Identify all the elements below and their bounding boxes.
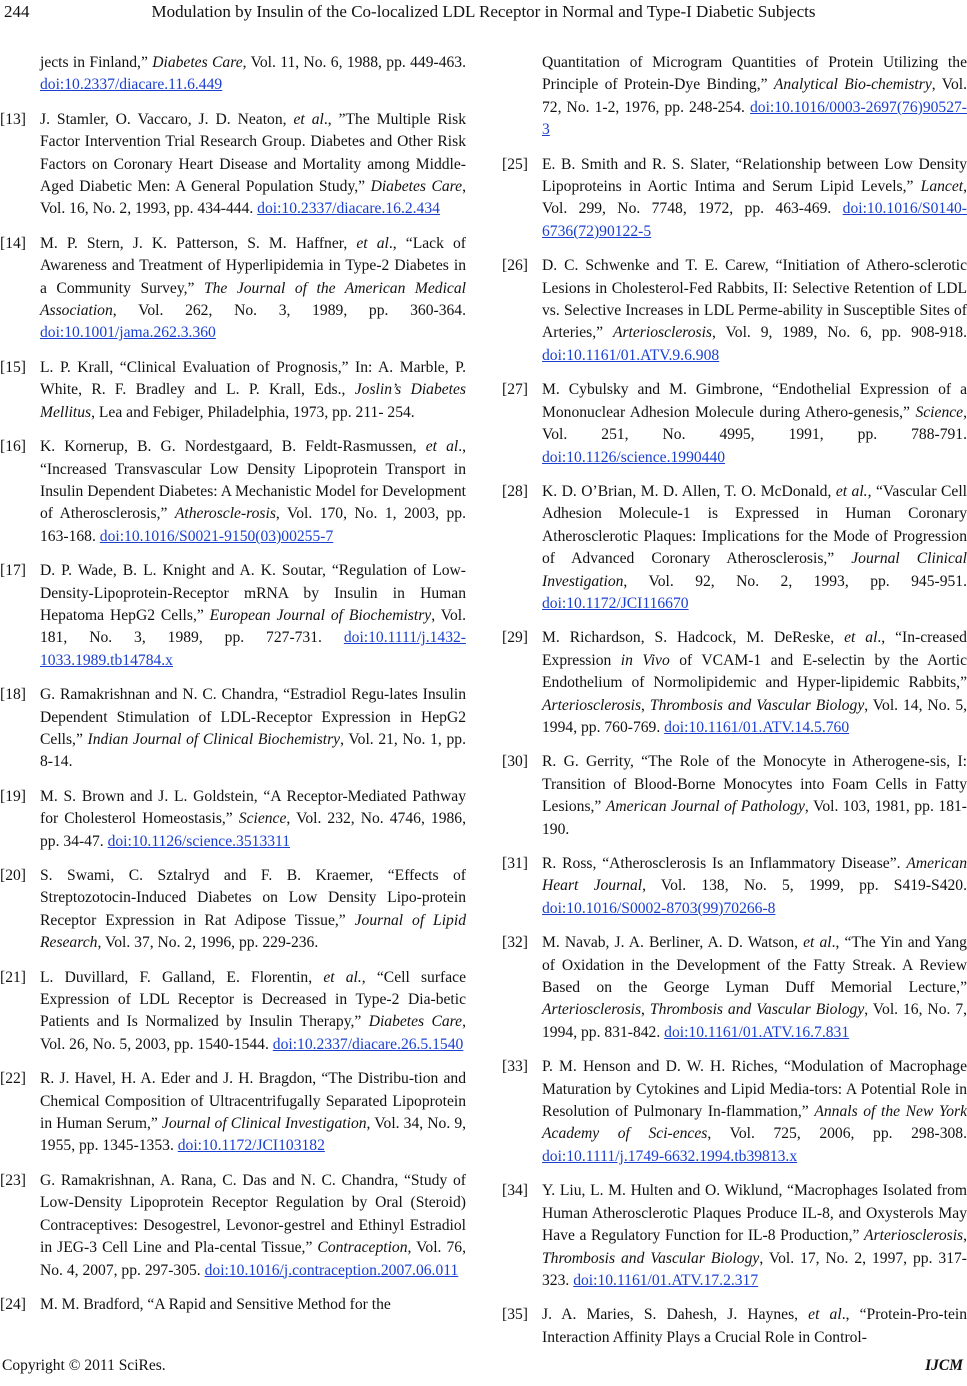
reference-source-title: Diabetes Care bbox=[152, 54, 243, 71]
reference-text-segment: , Vol. 232, No. 4746, 1986, pp. 34-47. bbox=[40, 810, 466, 850]
reference-text-segment: , Vol. 34, No. 9, 1955, pp. 1345-1353. bbox=[40, 1115, 467, 1155]
reference-source-title: et al bbox=[356, 234, 389, 252]
reference-source-title: et al bbox=[808, 1306, 842, 1324]
reference-source-title: Science bbox=[915, 403, 964, 421]
reference-entry bbox=[0, 967, 466, 1057]
reference-text bbox=[0, 52, 466, 97]
reference-text bbox=[40, 436, 466, 548]
reference-number: [16] bbox=[0, 438, 26, 456]
reference-source-title: Analytical Bio-chemistry bbox=[773, 76, 932, 94]
reference-text-segment: R. G. Gerrity, “The Role of the Monocyte in Atherogene-sis, I: Transition of Blood-Borne Monocytes into Foam Cells in Fatty Lesions,” bbox=[542, 753, 967, 816]
reference-text-segment: K. D. O’Brian, M. D. Allen, T. O. McDonald, bbox=[542, 482, 836, 500]
reference-source-title: Annals of the New York Academy of Sci-ences bbox=[542, 1103, 967, 1143]
reference-text-segment: M. Navab, J. A. Berliner, A. D. Watson, bbox=[542, 934, 804, 952]
reference-text-segment: M. S. Brown and J. L. Goldstein, “A Receptor-Mediated Pathway for Cholesterol Homeostasis,” bbox=[40, 787, 466, 828]
reference-text bbox=[542, 255, 967, 367]
reference-text-segment: jects in Finland,” bbox=[40, 54, 153, 71]
reference-text-segment: J. A. Maries, S. Dahesh, J. Haynes, bbox=[542, 1306, 809, 1324]
doi-link[interactable]: doi:10.1126/science.3513311 bbox=[107, 832, 291, 850]
reference-text-segment: , Vol. 251, No. 4995, 1991, pp. 788-791. bbox=[542, 403, 967, 444]
reference-source-title: in Vivo bbox=[620, 651, 670, 669]
reference-text-segment: ., “Protein-Pro-tein Interaction Affinity Plays a Crucial Role in Control- bbox=[542, 1306, 967, 1346]
reference-text-segment: , Vol. 9, 1989, No. 6, pp. 908-918. bbox=[712, 324, 967, 342]
reference-text bbox=[40, 1294, 466, 1316]
reference-text-segment: M. Cybulsky and M. Gimbrone, “Endothelial Expression of a Mononuclear Adhesion Molecule during Athero-genesis,” bbox=[542, 381, 967, 421]
reference-text bbox=[40, 786, 466, 853]
reference-number: [30] bbox=[502, 753, 528, 771]
reference-continuation bbox=[502, 52, 967, 142]
reference-text-segment: M. Richardson, S. Hadcock, M. DeReske, bbox=[542, 629, 845, 647]
reference-text bbox=[542, 932, 967, 1044]
reference-source-title: Thrombosis and Vascular Biology bbox=[649, 696, 865, 714]
reference-source-title: Arteriosclerosis bbox=[864, 1227, 964, 1245]
reference-text-segment: ., ”The Multiple Risk Factor Intervention Trial Research Group. Diabetes and Other Risk Factors on Coronary Heart Disease and Mortality among Middle-Aged Diabetic Men: A General Population Study,” bbox=[40, 110, 466, 196]
reference-number: [33] bbox=[502, 1058, 528, 1076]
reference-number: [14] bbox=[0, 234, 26, 252]
reference-text-segment: Quantitation of Microgram Quantities of Protein Utilizing the Principle of Protein-Dye Binding,” bbox=[542, 54, 967, 94]
reference-text-segment: , Vol. 262, No. 3, 1989, pp. 360-364. bbox=[112, 302, 466, 320]
doi-link[interactable]: doi:10.1161/01.ATV.16.7.831 bbox=[664, 1023, 850, 1041]
reference-text bbox=[40, 233, 466, 345]
reference-source-title: American Journal of Pathology bbox=[605, 798, 805, 816]
reference-source-title: Indian Journal of Clinical Biochemistry bbox=[87, 730, 341, 748]
reference-number: [18] bbox=[0, 686, 26, 704]
reference-source-title: Lancet bbox=[920, 178, 964, 196]
reference-source-title: et al bbox=[844, 629, 878, 647]
reference-entry bbox=[0, 357, 466, 424]
reference-number: [23] bbox=[0, 1171, 26, 1189]
reference-number: [32] bbox=[502, 934, 528, 952]
reference-text-segment: R. Ross, “Atherosclerosis Is an Inflammatory Disease”. bbox=[542, 855, 907, 872]
reference-text bbox=[502, 52, 967, 142]
reference-entry bbox=[0, 233, 466, 345]
reference-entry bbox=[502, 751, 967, 841]
reference-source-title: Journal of Clinical Investigation bbox=[161, 1115, 367, 1133]
reference-entry bbox=[0, 786, 466, 853]
reference-text-segment: L. Duvillard, F. Galland, E. Florentin, bbox=[40, 968, 324, 986]
reference-text-segment: D. P. Wade, B. L. Knight and A. K. Soutar, “Regulation of Low-Density-Lipoprotein-Receptor mRNA by Insulin in Human Hepatoma HepG2 Cells,” bbox=[40, 562, 466, 624]
reference-source-title: et al. bbox=[835, 482, 868, 500]
reference-text-segment: , Vol. 92, No. 2, 1993, pp. 945-951. bbox=[623, 572, 967, 590]
reference-source-title: Journal of Lipid Research bbox=[40, 911, 466, 952]
reference-number: [21] bbox=[0, 968, 26, 986]
doi-link[interactable]: doi:10.1016/0003-2697(76)90527-3 bbox=[542, 98, 967, 139]
reference-source-title: Atheroscle-rosis bbox=[174, 505, 276, 523]
reference-entry bbox=[0, 109, 466, 221]
reference-text-segment: , Vol. 37, No. 2, 1996, pp. 229-236. bbox=[97, 934, 319, 952]
reference-source-title: Science bbox=[238, 810, 287, 828]
reference-entry bbox=[0, 1170, 466, 1282]
reference-number: [22] bbox=[0, 1070, 26, 1088]
page-number: 244 bbox=[4, 2, 30, 21]
reference-text-segment: J. Stamler, O. Vaccaro, J. D. Neaton, bbox=[40, 110, 294, 128]
reference-number: [28] bbox=[502, 482, 528, 500]
reference-entry bbox=[502, 1056, 967, 1168]
reference-text-segment: , Lea and Febiger, Philadelphia, 1973, pp. 211- 254. bbox=[91, 403, 415, 421]
reference-text bbox=[40, 109, 466, 221]
reference-text-segment: of VCAM-1 and E-selectin by the Aortic Endothelium of Normolipidemic and Hyper-lipidemic Rabbits,” bbox=[542, 651, 967, 692]
reference-source-title: American Heart Journal bbox=[542, 855, 967, 895]
reference-text-segment: Y. Liu, L. M. Hulten and O. Wiklund, “Macrophages Isolated from Human Atherosclerotic Plaques Produce IL-8, and Oxysterols May Have a Regulatory Function for IL-8 Production,” bbox=[542, 1182, 967, 1245]
reference-text bbox=[40, 560, 466, 672]
reference-text bbox=[542, 1056, 967, 1168]
journal-abbreviation: IJCM bbox=[925, 1357, 963, 1374]
reference-text-segment: , Vol. 14, No. 5, 1994, pp. 760-769. bbox=[542, 696, 967, 736]
reference-text-segment: ., “The Yin and Yang of Oxidation in the Development of the Fatty Streak. A Review Based on the George Lyman Duff Memorial Lecture,” bbox=[542, 934, 967, 997]
doi-link[interactable]: doi:10.1172/JCI116670 bbox=[542, 594, 689, 612]
reference-text-segment: , Vol. 11, No. 6, 1988, pp. 449-463. bbox=[242, 54, 466, 71]
reference-text-segment: ., “Lack of Awareness and Treatment of Hyperlipidemia in Type-2 Diabetes in a Community Survey,” bbox=[40, 234, 467, 297]
doi-link[interactable]: doi:10.1016/S0140-6736(72)90122-5 bbox=[542, 200, 967, 240]
reference-text-segment: G. Ramakrishnan and N. C. Chandra, “Estradiol Regu-lates Insulin Dependent Stimulation of LDL-Receptor Expression in HepG2 Cells,” bbox=[40, 686, 466, 748]
reference-text bbox=[542, 154, 967, 244]
reference-number: [29] bbox=[502, 629, 528, 647]
reference-source-title: Diabetes Care bbox=[368, 1013, 463, 1031]
reference-text-segment: , Vol. 103, 1981, pp. 181-190. bbox=[542, 798, 967, 838]
reference-source-title: Diabetes Care bbox=[370, 178, 463, 196]
reference-source-title: Thrombosis and Vascular Biology bbox=[542, 1249, 760, 1267]
reference-entry bbox=[0, 865, 466, 955]
reference-number: [26] bbox=[502, 257, 528, 275]
reference-number: [25] bbox=[502, 155, 528, 173]
reference-text bbox=[40, 684, 466, 774]
reference-text-segment: S. Swami, C. Sztalryd and F. B. Kraemer, “Effects of Streptozotocin-Induced Diabetes on Low Density Lipo-protein Receptor Expression in Rat Adipose Tissue,” bbox=[40, 867, 466, 929]
reference-source-title: European Journal of Biochemistry bbox=[209, 606, 432, 624]
reference-text bbox=[40, 1068, 466, 1158]
reference-text-segment: , Vol. 72, No. 1-2, 1976, pp. 248-254. bbox=[542, 76, 967, 116]
reference-number: [19] bbox=[0, 787, 26, 805]
reference-text-segment: G. Ramakrishnan, A. Rana, C. Das and N. C. Chandra, “Study of Low-Density Lipoprotein Receptor Regulation by Oral (Steroid) Contraceptives: Desogestrel, Levonor-gestrel and Ethinyl Estradiol in JEG-3 Cell Line and Pla-cental Tissue,” bbox=[40, 1171, 466, 1257]
reference-source-title: Journal Clinical Investigation bbox=[542, 550, 967, 590]
reference-column-right bbox=[502, 52, 967, 1349]
doi-link[interactable]: doi:10.1016/S0021-9150(03)00255-7 bbox=[99, 527, 334, 545]
reference-entry bbox=[0, 1294, 466, 1316]
reference-source-title: et al bbox=[293, 110, 324, 128]
doi-link[interactable]: doi:10.1172/JCI103182 bbox=[177, 1137, 325, 1155]
reference-text bbox=[542, 481, 967, 615]
reference-number: [27] bbox=[502, 381, 528, 399]
reference-number: [13] bbox=[0, 110, 26, 128]
reference-source-title: Arteriosclerosis bbox=[542, 1001, 642, 1019]
reference-text-segment: , Vol. 299, No. 7748, 1972, pp. 463-469. bbox=[542, 178, 967, 218]
reference-number: [15] bbox=[0, 358, 26, 376]
reference-source-title: Thrombosis and Vascular Biology bbox=[649, 1001, 865, 1019]
reference-text-segment: , Vol. 181, No. 3, 1989, pp. 727-731. bbox=[40, 606, 466, 647]
reference-text-segment: L. P. Krall, “Clinical Evaluation of Prognosis,” In: A. Marble, P. White, R. F. Bradley and L. P. Krall, Eds., bbox=[40, 358, 466, 399]
reference-source-title: et al bbox=[425, 438, 459, 456]
doi-link[interactable]: doi:10.2337/diacare.16.2.434 bbox=[257, 200, 440, 218]
reference-text bbox=[40, 865, 466, 955]
reference-text bbox=[40, 357, 466, 424]
reference-entry bbox=[502, 154, 967, 244]
reference-entry bbox=[502, 255, 967, 367]
reference-entry bbox=[502, 481, 967, 615]
reference-text-segment: D. C. Schwenke and T. E. Carew, “Initiation of Athero-sclerotic Lesions in Cholesterol-Fed Rabbits, II: Selective Retention of LDL vs. Selective Increases in LDL Perme-ability in Susceptible Sites of Arteries,” bbox=[542, 257, 967, 342]
reference-text-segment: , Vol. 16, No. 7, 1994, pp. 831-842. bbox=[542, 1001, 967, 1041]
copyright-notice: Copyright © 2011 SciRes. bbox=[2, 1357, 166, 1374]
reference-number: [31] bbox=[502, 855, 528, 872]
reference-text-segment: , Vol. 138, No. 5, 1999, pp. S419-S420. bbox=[642, 877, 967, 895]
reference-text-segment: , “Vascular Cell Adhesion Molecule-1 is Expressed in Human Coronary Atherosclerotic Plaques: Implications for the Mode of Progression of Advanced Coronary Atherosclerosis,” bbox=[542, 482, 967, 568]
reference-text bbox=[542, 853, 967, 920]
reference-text-segment: , “Cell surface Expression of LDL Receptor is Decreased in Type-2 Dia-betic Patients and Is Normalized by Insulin Therapy,” bbox=[40, 968, 466, 1031]
reference-text bbox=[40, 967, 466, 1057]
reference-continuation bbox=[0, 52, 466, 97]
reference-text-segment: K. Kornerup, B. G. Nordestgaard, B. Feldt-Rasmussen, bbox=[40, 438, 426, 456]
reference-text-segment: M. M. Bradford, “A Rapid and Sensitive Method for the bbox=[40, 1295, 391, 1313]
reference-source-title: Joslin’s Diabetes Mellitus bbox=[40, 381, 466, 421]
reference-number: [20] bbox=[0, 867, 26, 884]
reference-text-segment: M. P. Stern, J. K. Patterson, S. M. Haffner, bbox=[40, 234, 357, 252]
reference-text bbox=[542, 1180, 967, 1292]
doi-link[interactable]: doi:10.1161/01.ATV.17.2.317 bbox=[573, 1271, 759, 1289]
reference-entry bbox=[502, 1180, 967, 1292]
reference-text-segment: , Vol. 16, No. 2, 1993, pp. 434-444. bbox=[40, 178, 466, 218]
reference-text-segment: , Vol. 17, No. 2, 1997, pp. 317-323. bbox=[542, 1249, 967, 1289]
reference-text-segment: , Vol. 21, No. 1, pp. 8-14. bbox=[40, 730, 466, 771]
reference-text-segment: P. M. Henson and D. W. H. Riches, “Modulation of Macrophage Maturation by Cytokines and Lipid Media-tors: A Potential Role in Resolution of Pulmonary In-flammation,” bbox=[542, 1058, 967, 1121]
reference-text-segment: ., “In-creased Expression bbox=[542, 629, 967, 669]
reference-text bbox=[542, 1304, 967, 1349]
reference-number: [24] bbox=[0, 1295, 26, 1313]
reference-entry bbox=[502, 627, 967, 739]
reference-text-segment: , bbox=[963, 1227, 967, 1245]
reference-number: [35] bbox=[502, 1306, 528, 1324]
reference-text-segment: , bbox=[641, 1001, 650, 1019]
reference-text-segment: , Vol. 725, 2006, pp. 298-308. bbox=[707, 1125, 967, 1143]
reference-entry bbox=[502, 379, 967, 469]
reference-entry bbox=[502, 1304, 967, 1349]
reference-entry bbox=[502, 853, 967, 920]
doi-link[interactable]: doi:10.1111/j.1749-6632.1994.tb39813.x bbox=[542, 1147, 798, 1165]
reference-source-title: The Journal of the American Medical Association bbox=[40, 279, 466, 320]
reference-entry bbox=[0, 684, 466, 774]
reference-number: [34] bbox=[502, 1182, 528, 1200]
reference-source-title: Arteriosclerosis bbox=[612, 324, 712, 342]
reference-source-title: Contraception bbox=[317, 1239, 408, 1257]
doi-link[interactable]: doi:10.1001/jama.262.3.360 bbox=[40, 324, 216, 342]
doi-link[interactable]: doi:10.1161/01.ATV.14.5.760 bbox=[664, 718, 850, 736]
reference-entry bbox=[0, 560, 466, 672]
reference-text-segment: , bbox=[641, 696, 650, 714]
reference-text bbox=[542, 751, 967, 841]
reference-text-segment: , Vol. 26, No. 5, 2003, pp. 1540-1544. bbox=[40, 1013, 466, 1053]
reference-entry bbox=[0, 436, 466, 548]
reference-source-title: et al. bbox=[323, 968, 362, 986]
reference-source-title: et al bbox=[803, 934, 832, 952]
doi-link[interactable]: doi:10.2337/diacare.11.6.449 bbox=[40, 76, 223, 94]
doi-link[interactable]: doi:10.1111/j.1432-1033.1989.tb14784.x bbox=[40, 629, 466, 669]
doi-link[interactable]: doi:10.1126/science.1990440 bbox=[542, 448, 726, 466]
reference-text-segment: R. J. Havel, H. A. Eder and J. H. Bragdon, “The Distribu-tion and Chemical Composition of Ultracentrifugally Separated Lipoprotein in Human Serum,” bbox=[40, 1070, 466, 1133]
reference-text-segment: E. B. Smith and R. S. Slater, “Relationship between Low Density Lipoproteins in Aortic Intima and Serum Lipid Levels,” bbox=[542, 155, 967, 196]
reference-number: [17] bbox=[0, 562, 26, 580]
reference-text-segment: , Vol. 170, No. 1, 2003, pp. 163-168. bbox=[40, 505, 466, 545]
reference-entry bbox=[502, 932, 967, 1044]
reference-text bbox=[542, 379, 967, 469]
page-header bbox=[0, 0, 967, 28]
doi-link[interactable]: doi:10.1161/01.ATV.9.6.908 bbox=[542, 346, 720, 364]
reference-text bbox=[40, 1170, 466, 1282]
reference-source-title: Arteriosclerosis bbox=[542, 696, 642, 714]
reference-column-left bbox=[0, 52, 466, 1316]
reference-text-segment: , Vol. 76, No. 4, 2007, pp. 297-305. bbox=[40, 1239, 466, 1279]
reference-text bbox=[542, 627, 967, 739]
reference-entry bbox=[0, 1068, 466, 1158]
doi-link[interactable]: doi:10.1016/j.contraception.2007.06.011 bbox=[204, 1261, 459, 1279]
doi-link[interactable]: doi:10.2337/diacare.26.5.1540 bbox=[272, 1035, 464, 1053]
reference-text-segment: ., “Increased Transvascular Low Density Lipoprotein Transport in Insulin Dependent Diabetes: A Mechanistic Model for Development of Atherosclerosis,” bbox=[40, 438, 466, 523]
running-title: Modulation by Insulin of the Co-localized LDL Receptor in Normal and Type-I Diabetic Subjects bbox=[151, 2, 816, 21]
doi-link[interactable]: doi:10.1016/S0002-8703(99)70266-8 bbox=[542, 899, 776, 917]
